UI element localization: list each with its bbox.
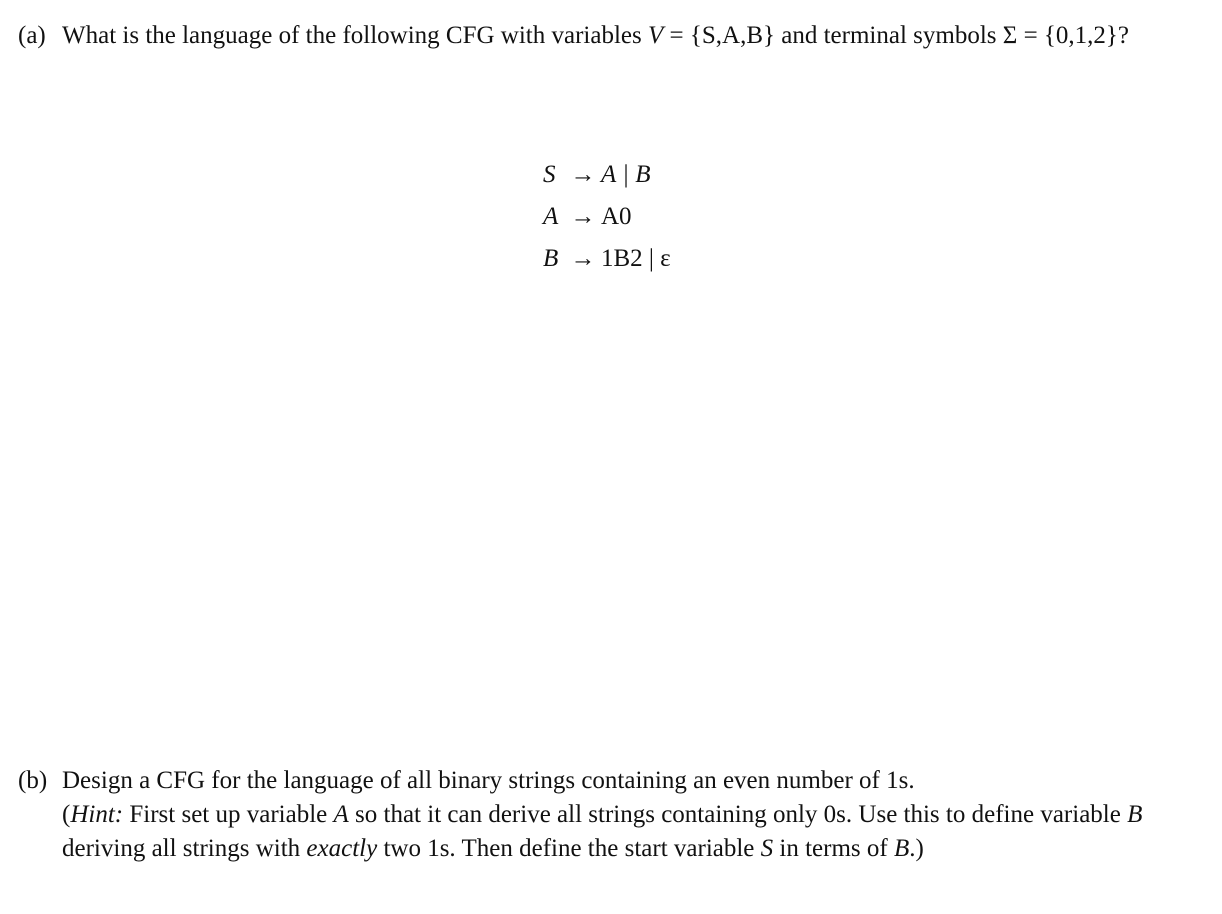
hint-variable-a: A bbox=[333, 801, 349, 828]
grammar-rule bbox=[543, 238, 671, 280]
hint-text-3: deriving all strings with bbox=[62, 835, 307, 862]
rule-rhs: A | B bbox=[601, 161, 651, 188]
rule-lhs: S bbox=[543, 161, 556, 188]
arrow-icon: → bbox=[570, 245, 596, 272]
question-b bbox=[18, 764, 1208, 866]
hint-variable-b-2: B bbox=[893, 835, 910, 862]
hint-emphasis-exactly: exactly bbox=[306, 835, 378, 862]
sigma-symbol: Σ bbox=[1002, 22, 1018, 49]
variables-set: = {S,A,B} bbox=[663, 22, 776, 49]
question-b-text bbox=[62, 764, 1208, 866]
rule-rhs: 1B2 | ε bbox=[601, 245, 671, 272]
hint-label: Hint: bbox=[70, 801, 124, 828]
hint-text-2: so that it can derive all strings containing only 0s. Use this to define variable bbox=[348, 801, 1128, 828]
question-b-prompt: Design a CFG for the language of all binary strings containing an even number of 1s. bbox=[62, 767, 915, 794]
arrow-icon: → bbox=[570, 161, 596, 188]
hint-text-4: two 1s. Then define the start variable bbox=[377, 835, 761, 862]
hint-text-5: in terms of bbox=[773, 835, 894, 862]
hint-open: ( bbox=[62, 801, 71, 828]
question-a bbox=[18, 19, 1208, 53]
rule-rhs: A0 bbox=[601, 203, 632, 230]
question-a-text-1: What is the language of the following CFG with variables bbox=[62, 22, 648, 49]
question-a-label: (a) bbox=[18, 22, 46, 49]
rule-lhs: A bbox=[543, 203, 559, 230]
terminal-set: = {0,1,2}? bbox=[1017, 22, 1130, 49]
hint-variable-b: B bbox=[1127, 801, 1143, 828]
hint-text-1: First set up variable bbox=[123, 801, 334, 828]
variables-symbol: V bbox=[648, 22, 664, 49]
hint-close: .) bbox=[909, 835, 924, 862]
question-b-hint bbox=[62, 798, 1208, 866]
question-a-text bbox=[62, 19, 1208, 53]
question-a-text-2: and terminal symbols bbox=[775, 22, 1003, 49]
grammar-rule bbox=[543, 196, 671, 238]
hint-variable-s: S bbox=[760, 835, 774, 862]
arrow-icon: → bbox=[570, 203, 596, 230]
question-b-label: (b) bbox=[18, 767, 48, 794]
grammar-rules bbox=[543, 154, 671, 280]
rule-lhs: B bbox=[543, 245, 559, 272]
grammar-rule bbox=[543, 154, 671, 196]
